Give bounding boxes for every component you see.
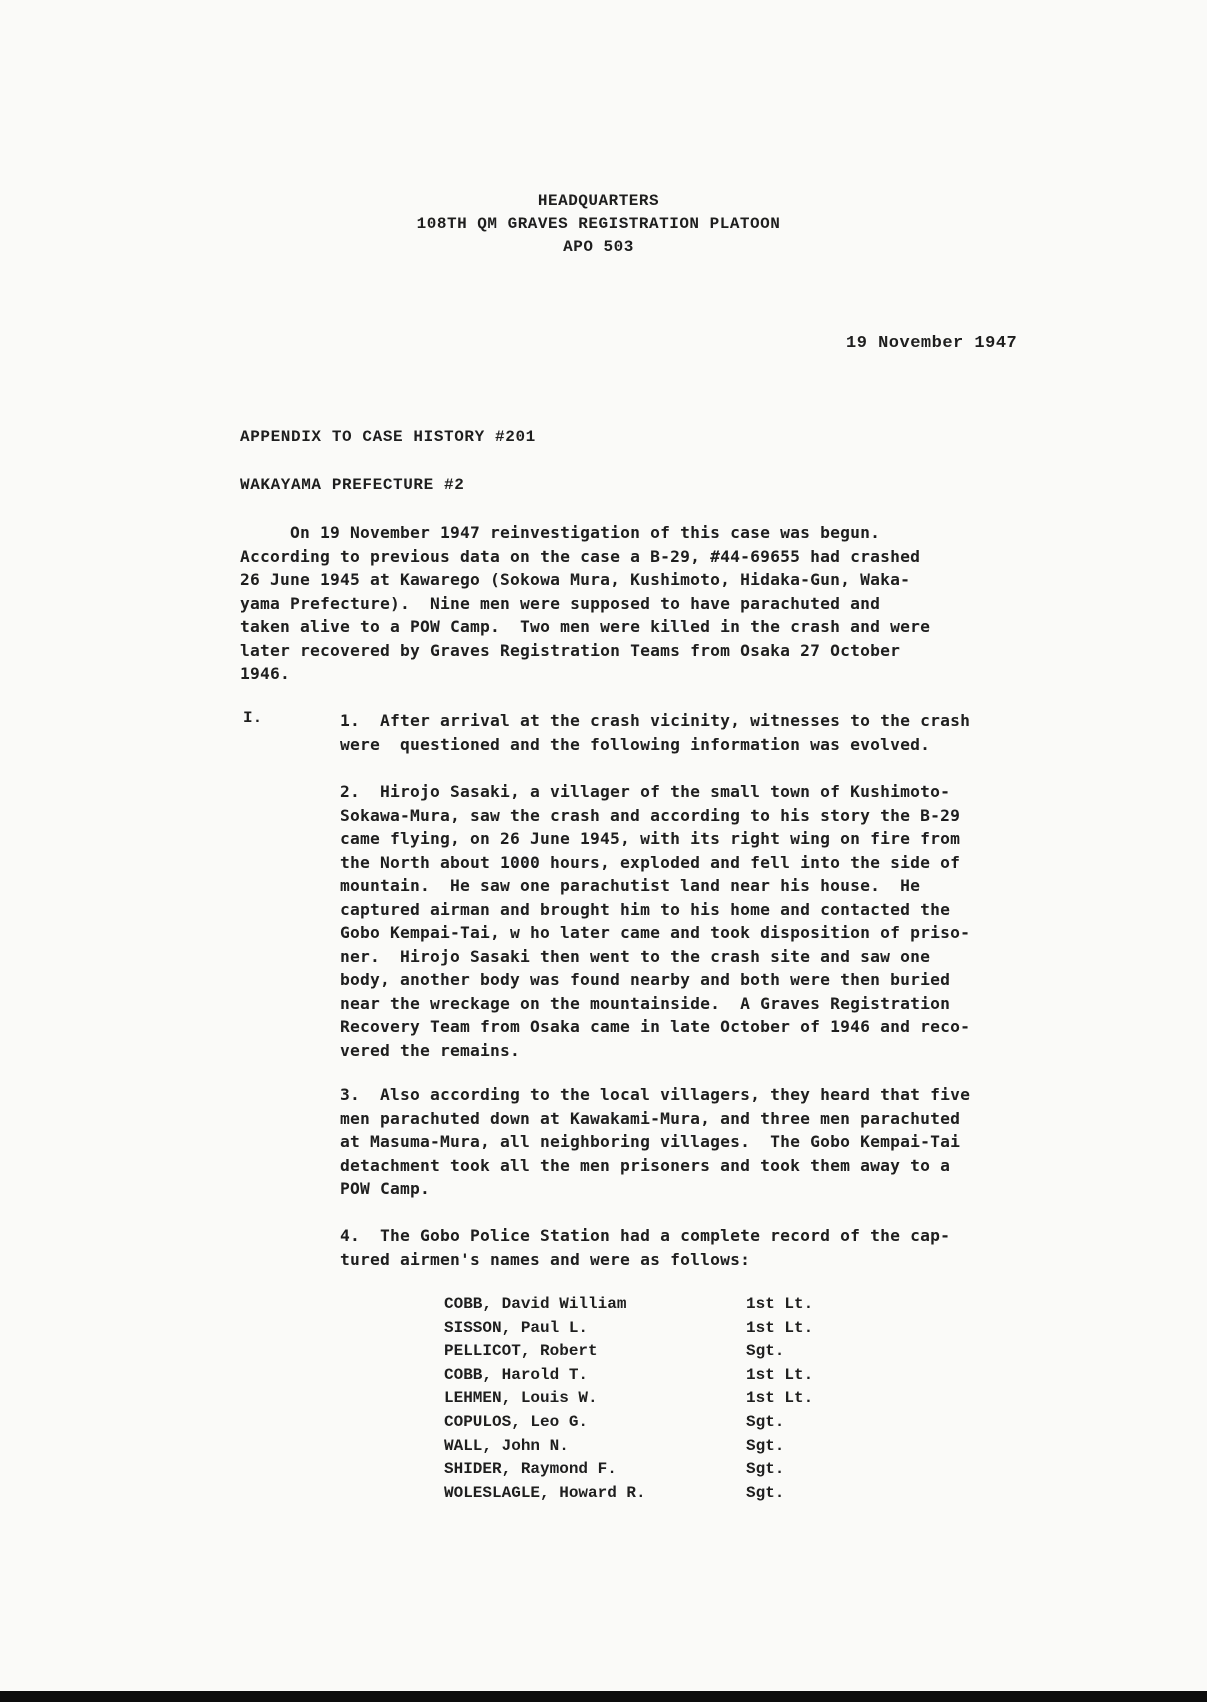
- airman-name: COPULOS, Leo G.: [444, 1412, 589, 1431]
- prefecture-title: WAKAYAMA PREFECTURE #2: [240, 476, 465, 494]
- airman-name: LEHMEN, Louis W.: [444, 1389, 598, 1408]
- paragraph-2: 2. Hirojo Sasaki, a villager of the small town of Kushimoto- Sokawa-Mura, saw the crash and according to his story the B-29 came flying, on 26 June 1945, with its right wing on fire from the North about 1000 hours, exploded and fell into the side of mountain. He saw one parachutist land near his house. He captured airman and brought him to his home and contacted the Gobo Kempai-Tai, w ho later came and took disposition of priso- ner. Hirojo Sasaki then went to the crash site and saw one body, another body was found nearby and both were then buried near the wreckage on the mountainside. A Graves Registration Recovery Team from Osaka came in late October of 1946 and reco- vered the remains.: [340, 782, 971, 1060]
- airman-name: COBB, David William: [444, 1295, 627, 1313]
- appendix-title: APPENDIX TO CASE HISTORY #201: [240, 428, 536, 446]
- paragraph-4: 4. The Gobo Police Station had a complete record of the cap- tured airmen's names and were as follows:: [340, 1226, 951, 1269]
- section-numeral: I.: [243, 709, 263, 727]
- airman-name: WALL, John N.: [444, 1436, 569, 1455]
- paragraph-3: 3. Also according to the local villagers, they heard that five men parachuted down at Kawakami-Mura, and three men parachuted at Masuma-Mura, all neighboring villages. The Gobo Kempai-Tai detachment took all the men prisoners and took them away to a POW Camp.: [340, 1085, 971, 1198]
- airman-rank: 1st Lt.: [746, 1295, 814, 1313]
- letterhead-line-1: HEADQUARTERS: [537, 192, 660, 210]
- airmen-roster: [444, 1293, 813, 1505]
- letterhead: [0, 190, 1207, 259]
- airman-rank: Sgt.: [746, 1436, 785, 1455]
- roster-row: [444, 1435, 813, 1459]
- airman-rank: 1st Lt.: [746, 1318, 814, 1337]
- airman-name: PELLICOT, Robert: [444, 1342, 598, 1361]
- roster-row: [444, 1317, 813, 1341]
- airman-rank: 1st Lt.: [746, 1389, 814, 1408]
- scan-bottom-edge: [0, 1691, 1207, 1702]
- roster-row: [444, 1293, 813, 1317]
- roster-row: [444, 1340, 813, 1364]
- airman-rank: Sgt.: [746, 1483, 785, 1502]
- airman-rank: Sgt.: [746, 1460, 785, 1479]
- letterhead-line-3: APO 503: [563, 238, 634, 256]
- roster-row: [444, 1458, 813, 1482]
- paragraph-1: 1. After arrival at the crash vicinity, witnesses to the crash were questioned and the following information was evolved.: [340, 711, 971, 754]
- airman-name: SISSON, Paul L.: [444, 1318, 589, 1337]
- airman-rank: Sgt.: [746, 1412, 785, 1431]
- roster-row: [444, 1482, 813, 1506]
- airman-rank: 1st Lt.: [746, 1365, 814, 1384]
- roster-row: [444, 1411, 813, 1435]
- roster-row: [444, 1364, 813, 1388]
- airman-name: COBB, Harold T.: [444, 1365, 589, 1384]
- airman-rank: Sgt.: [746, 1342, 785, 1361]
- airman-name: WOLESLAGLE, Howard R.: [444, 1483, 646, 1502]
- airman-name: SHIDER, Raymond F.: [444, 1460, 617, 1479]
- letterhead-line-2: 108TH QM GRAVES REGISTRATION PLATOON: [416, 215, 781, 233]
- intro-paragraph: On 19 November 1947 reinvestigation of this case was begun. According to previous data on the case a B-29, #44-69655 had crashed 26 June 1945 at Kawarego (Sokowa Mura, Kushimoto, Hidaka-Gun, Waka- yama Prefecture). Nine men were supposed to have parachuted and taken alive to a POW Camp. Two men were killed in the crash and were later recovered by Graves Registration Teams from Osaka 27 October 1946.: [240, 523, 931, 683]
- document-date: 19 November 1947: [846, 334, 1018, 353]
- roster-row: [444, 1387, 813, 1411]
